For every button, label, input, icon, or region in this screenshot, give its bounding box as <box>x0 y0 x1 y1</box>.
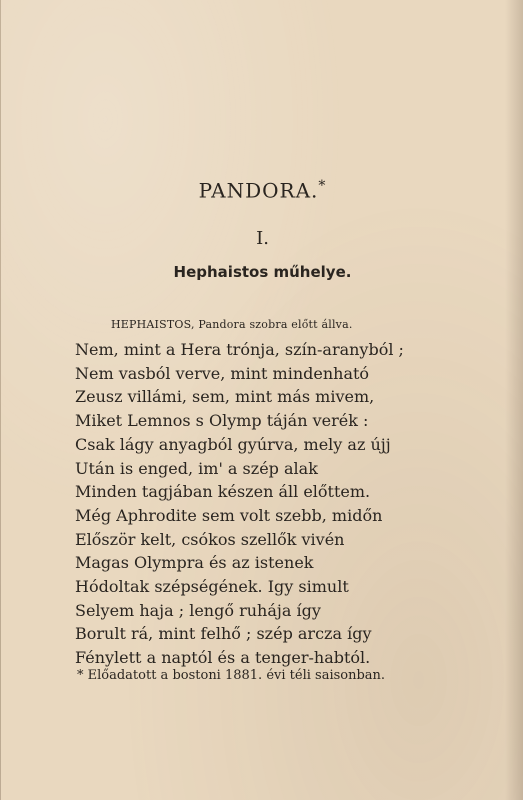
part-number: I. <box>256 228 269 249</box>
poem-line-5: Csak lágy anyagból gyúrva, mely az újj <box>75 434 391 454</box>
poem-line-10: Magas Olympra és az istenek <box>75 553 314 573</box>
poem-line-11: Hódoltak szépségének. Igy simult <box>75 577 349 597</box>
poem-text <box>75 338 435 670</box>
title-text: PANDORA. <box>198 178 319 203</box>
section-title: Hephaistos műhelye. <box>173 263 352 281</box>
poem-line-8: Még Aphrodite sem volt szebb, midőn <box>75 505 383 525</box>
poem-line-6: Után is enged, im' a szép alak <box>75 458 318 478</box>
poem-line-12: Selyem haja ; lengő ruhája így <box>75 600 321 620</box>
poem-line-7: Minden tagjában készen áll előttem. <box>75 482 371 502</box>
footnote: * Előadatott a bostoni 1881. évi téli saisonban. <box>77 668 386 683</box>
speaker-direction: HEPHAISTOS, Pandora szobra előtt állva. <box>111 318 353 331</box>
poem-line-14: Fénylett a naptól és a tenger-habtól. <box>75 648 371 668</box>
poem-line-4: Miket Lemnos s Olymp táján verék : <box>75 411 369 431</box>
page-title <box>1 178 523 203</box>
poem-line-9: Először kelt, csókos szellők vivén <box>75 529 345 549</box>
poem-line-2: Nem vasból verve, mint mindenható <box>75 363 370 383</box>
poem-line-1: Nem, mint a Hera trónja, szín-aranyból ; <box>75 340 404 359</box>
page-spine-shadow <box>505 0 523 800</box>
title-footnote-marker: * <box>318 178 327 194</box>
poem-line-3: Zeusz villámi, sem, mint más mivem, <box>75 387 375 407</box>
poem-line-13: Borult rá, mint felhő ; szép arcza így <box>75 624 372 644</box>
